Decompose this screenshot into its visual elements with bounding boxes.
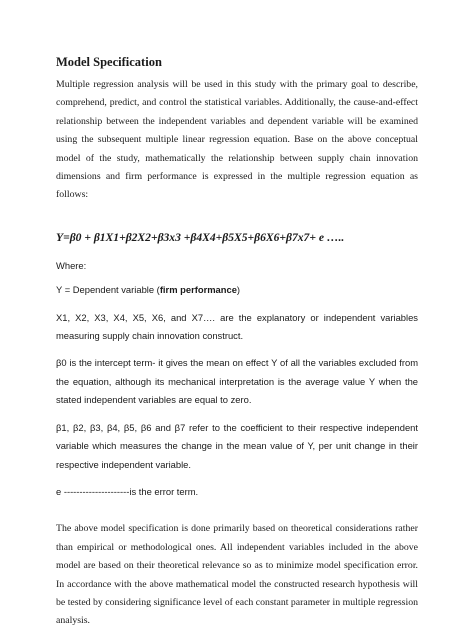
definition-betas: β1, β2, β3, β4, β5, β6 and β7 refer to the coefficient to their respective independent variable which measures the change in the mean value of Y, per unit change in their respective independent variable. [56,421,418,470]
section-title: Model Specification [56,55,162,69]
definition-y-prefix: Y = Dependent variable ( [56,284,160,296]
intro-paragraph: Multiple regression analysis will be used in this study with the primary goal to describe, comprehend, predict, and control the statistical variables. Additionally, the cause-and-effect relationship between the independent variables and dependent variable will be examined using the subsequent multiple linear regression equation. Base on the above conceptual model of the study, mathematically the relationship between supply chain innovation dimensions and firm performance is expressed in the multiple regression equation as follows: [56,79,418,201]
closing-paragraph: The above model specification is done primarily based on theoretical considerations rather than empirical or methodological ones. All independent variables included in the above model are based on their theoretical relevance so as to minimize model specification error. In accordance with the above mathematical model the constructed research hypothesis will be tested by considering significance level of each constant parameter in multiple regression analysis. [56,523,418,627]
definition-y-bold: firm performance [159,284,237,296]
regression-equation: Y=β0 + β1X1+β2X2+β3x3 +β4X4+β5X5+β6X6+β7x7+ e ….. [56,230,345,244]
definition-beta0: β0 is the intercept term- it gives the mean on effect Y of all the variables excluded from the equation, although its mechanical interpretation is the average value Y when the stated independent variables are equal to zero. [56,357,418,406]
where-label: Where: [56,259,87,271]
definition-y [56,281,418,299]
document-page [56,54,418,631]
definition-x-vars: X1, X2, X3, X4, X5, X6, and X7…. are the explanatory or independent variables measuring supply chain innovation construct. [56,311,418,342]
definition-error: e ---------------------is the error term. [56,485,199,497]
definition-y-suffix: ) [236,284,241,296]
